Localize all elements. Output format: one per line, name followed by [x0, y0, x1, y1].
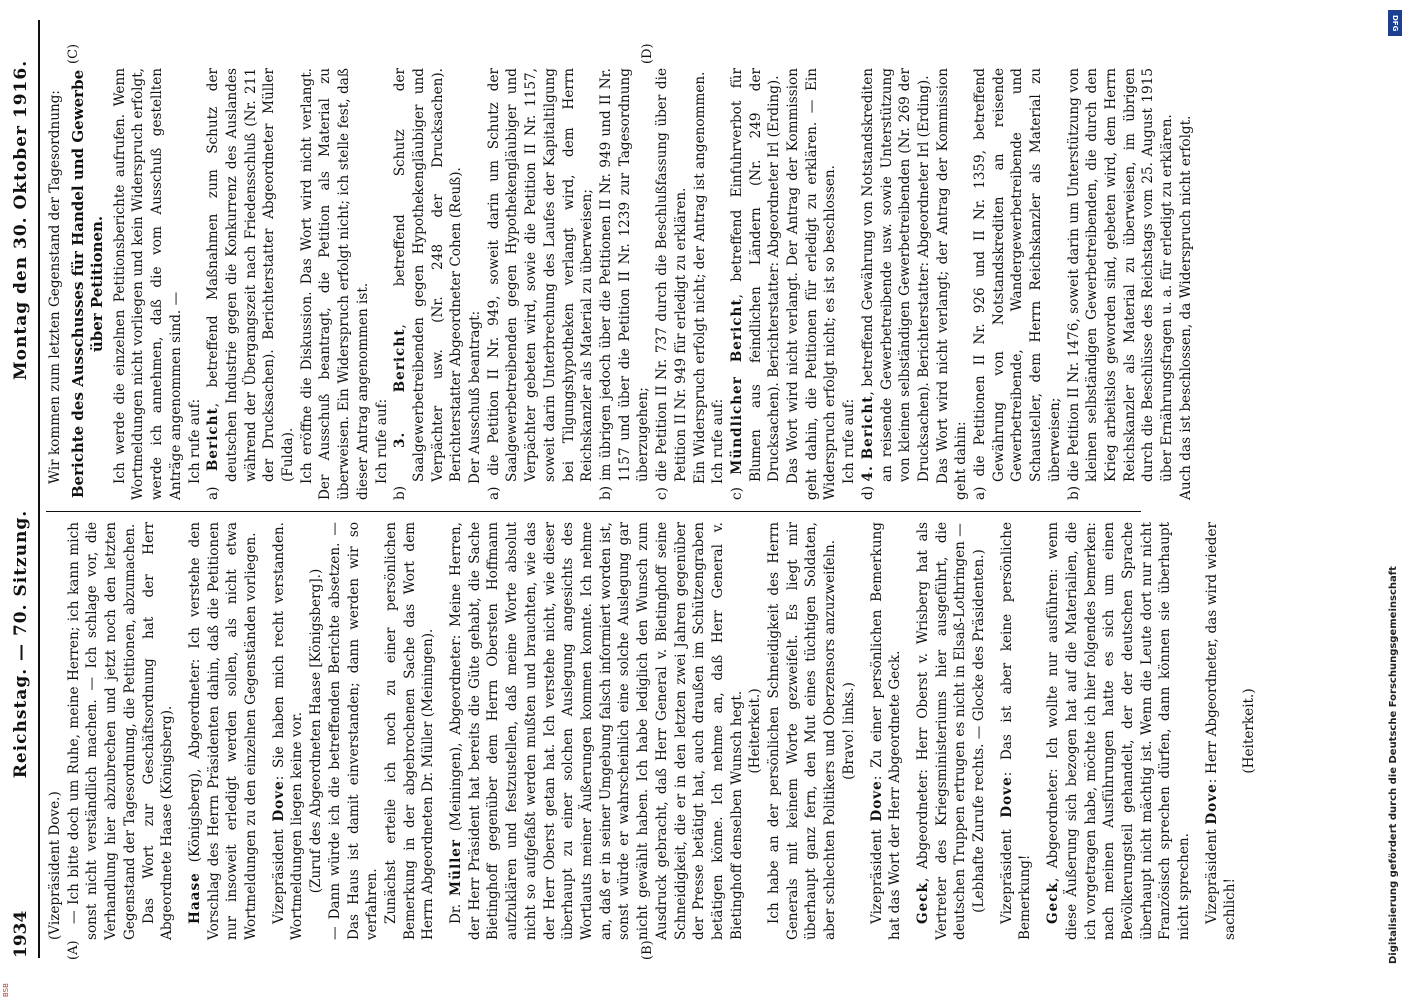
- right-column: [46, 67, 1194, 500]
- agenda-item-c: [728, 68, 784, 500]
- margin-marker-d: (D): [640, 43, 655, 64]
- agenda-item-b: [391, 68, 466, 500]
- speaker-name: Geck: [914, 882, 931, 924]
- paragraph: — Ich bitte doch um Ruhe, meine Herren; ich kann mich sonst nicht verständlich machen. — Ich schlage vor, die Verhandlung hier abzubrechen und jetzt noch den letzten Gegenstand der Tagesordnung, die Petitionen, abzumachen.: [65, 522, 138, 940]
- paragraph: Ich werde die einzelnen Petitionsberichte aufrufen. Wenn Wortmeldungen nicht vorliegen und kein Widerspruch erfolgt, werde ich annehmen, daß die vom Ausschuß gestellten Anträge angenommen sind. —: [111, 68, 184, 500]
- speech-geck: [1044, 522, 1194, 940]
- library-stamp: BSB: [2, 983, 10, 997]
- speech-text: : Das ist aber keine persönliche Bemerkung!: [998, 521, 1034, 940]
- item-letter: c): [728, 474, 745, 500]
- speech-text: (Meiningen), Abgeordneter: Meine Herren, der Herr Präsident hat bereits die Güte gehabt, die Sache Bietinghoff gegenüber dem Herrn Obersten Hoffmann aufzuklären und festzustellen, daß meine Worte absolut nicht so aufgefaßt werden mußten und brauchten, wie das der Herr Oberst getan hat. Ich verstehe nicht, wie dieser überhaupt zu einer solchen Auslegung angesichts des Wortlauts meiner Äußerungen kommen konnte. Ich nehme an, daß er in seiner Umgebung falsch informiert worden ist, sonst würde er wahrscheinlich eine solche Auslegung gar nicht gewählt haben. Ich habe lediglich den Wunsch zum Ausdruck gebracht, daß Herr General v. Bietinghoff seine Schneidigkeit, die er in den letzten zwei Jahren gegenüber der Presse betätigt hat, auch draußen im Schützengraben betätigen könne. Ich nehme an, daß Herr General v. Bietinghoff denselben Wunsch hegt.: [448, 521, 745, 940]
- item-text: , betreffend Maßnahmen zum Schutz der deutschen Industrie gegen die Konkurrenz des Auslandes während der Übergangszeit nach Friedensschluß (Nr. 211 der Drucksachen). Berichterstatter Abgeordneter Müller (Fulda).: [205, 67, 297, 482]
- speech-geck: [914, 522, 970, 940]
- speaker-name: Dove: [270, 780, 287, 822]
- paragraph: Zunächst erteile ich noch zu einer persönlichen Bemerkung in der abgebrochenen Sache das Wort dem Herrn Abgeordneten Dr. Müller (Meiningen).: [382, 522, 437, 940]
- paragraph: Ich eröffne die Diskussion. Das Wort wird nicht verlangt. Der Ausschuß beantragt, die Petition als Material zu überweisen. Ein Widerspruch erfolgt nicht; ich stelle fest, daß dieser Antrag angenommen ist.: [298, 68, 371, 500]
- item-title: Mündlicher Bericht: [728, 298, 745, 475]
- speech-text: , Abgeordneter: Ich wollte nur ausführen: wenn diese Äußerung sich bezogen hat auf die Materialien, die ich vorgetragen habe, möchte ich hier folgendes bemerken: nach meinen Ausführungen hatte es sich um einen Bevölkerungsteil gehandelt, der der deutschen Sprache überhaupt nicht mächtig ist. Wenn die Leute dort nur nicht Französisch sprechen dürfen, dann können sie überhaupt nicht sprechen.: [1045, 522, 1193, 940]
- item-letter: a): [205, 471, 222, 500]
- motion-item: b) die Petition II Nr. 1476, soweit darin um Unterstützung von kleinen selbständigen Gewerbetreibenden, die durch den Krieg arbeitslos geworden sind, gebeten wird, dem Herrn Reichskanzler als Material zu überweisen, im übrigen durch die Beschlüsse des Reichstags vom 25. August 1915 über Ernährungsfragen u. a. für erledigt zu erklären.: [1065, 68, 1176, 500]
- paragraph: Wir kommen zum letzten Gegenstand der Tagesordnung:: [47, 89, 63, 484]
- paragraph: Das Wort wird nicht verlangt; der Antrag der Kommission geht dahin:: [934, 68, 970, 500]
- motion-item: c) die Petition II Nr. 737 durch die Beschlußfassung über die Petition II Nr. 949 für erledigt zu erklären.: [654, 68, 689, 500]
- motion-item: a) die Petition II Nr. 949, soweit darin um Schutz der Saalgewerbetreibenden gegen Hypothekengläubiger und Verpächter gebeten wird, sowie die Petition II Nr. 1157, soweit darin Unterbrechung des Laufes der Kapitaltilgung bei Tilgungshypotheken verlangt wird, dem Herrn Reichskanzler als Material zu überweisen;: [485, 68, 596, 500]
- item-letter: b): [392, 448, 409, 500]
- item-letter: d): [859, 481, 876, 500]
- interjection: (Bravo! links.): [840, 682, 857, 780]
- motion-item: b) im übrigen jedoch über die Petitionen II Nr. 949 und II Nr. 1157 und über die Petition II Nr. 1239 zur Tagesordnung überzugehen;: [597, 68, 652, 500]
- paragraph: Das Wort zur Geschäftsordnung hat der Herr Abgeordnete Haase (Königsberg).: [140, 522, 176, 940]
- left-column: [46, 521, 1258, 940]
- item-title: 4. Bericht: [859, 395, 876, 482]
- speaker-title: Vizepräsident: [868, 821, 885, 924]
- speaker-title: Vizepräsident: [998, 817, 1015, 924]
- paragraph: Das Wort wird nicht verlangt. Der Antrag der Kommission geht dahin, die Petitionen für erledigt zu erklären. — Ein Widerspruch erfolgt nicht; es ist so beschlossen.: [785, 68, 839, 500]
- speaker-note: (Vizepräsident Dove.): [47, 791, 63, 940]
- speaker-name: Haase: [186, 872, 203, 924]
- interjection: (Zuruf des Abgeordneten Haase [Königsberg].): [308, 568, 325, 894]
- item-text: , betreffend Gewährung von Notstandskrediten an reisende Gewerbetreibende usw. sowie Unterstützung von kleinen selbständigen Gewerbetreibenden (Nr. 269 der Drucksachen). Berichterstatter: Abgeordneter Irl (Erding).: [859, 67, 932, 482]
- speech-haase: [186, 522, 261, 940]
- speaker-title: Dr.: [448, 895, 465, 924]
- dfg-logo: DFG: [1388, 10, 1402, 36]
- paragraph: Ich rufe auf:: [710, 398, 727, 484]
- interjection: (Heiterkeit.): [1241, 688, 1258, 774]
- speech-dove: [270, 522, 307, 940]
- speech-text: : Sie haben mich recht verstanden. Wortmeldungen liegen keine vor.: [270, 522, 306, 940]
- funding-notice: Digitalisierung gefördert durch die Deutsche Forschungsgemeinschaft: [1388, 566, 1399, 964]
- header-rule: [38, 20, 40, 958]
- speech-dove: [868, 522, 905, 940]
- speech-mueller: [447, 522, 746, 940]
- margin-marker-a: (A): [66, 940, 81, 960]
- paragraph: Ich rufe auf:: [186, 398, 203, 484]
- item-text: , betreffend Schutz der Saalgewerbetreibenden gegen Hypothekengläubiger und Verpächter usw. (Nr. 248 der Drucksachen). Berichterstatter Abgeordneter Cohen (Reuß).: [392, 68, 465, 482]
- speaker-title: Vizepräsident: [270, 821, 287, 924]
- paragraph: Ich rufe auf:: [373, 398, 390, 484]
- header-date: Montag den 30. Oktober 1916.: [11, 59, 31, 381]
- motion-item: a) die Petitionen II Nr. 926 und II Nr. 1359, betreffend Gewährung von Notstandskrediten an reisende Gewerbetreibende, Wandergewerbetreibende und Schausteller, dem Herrn Reichskanzler als Material zu überweisen;: [972, 68, 1063, 500]
- paragraph: Ein Widerspruch erfolgt nicht; der Antrag ist angenommen.: [691, 71, 708, 484]
- header-session: Reichstag. — 70. Sitzung.: [11, 509, 31, 779]
- speech-text: (Königsberg), Abgeordneter: Ich verstehe den Vorschlag des Herrn Präsidenten dahin, daß die Petitionen nur insoweit erledigt werden sollen, als nicht etwa Wortmeldungen zu den einzelnen Gegenständen vorliegen.: [186, 522, 260, 940]
- speech-text: , Abgeordneter: Herr Oberst v. Wrisberg hat als Vertreter des Kriegsministeriums hier ausgeführt, die deutschen Truppen ertrugen es nicht in Elsaß-Lothringen —: [914, 522, 969, 940]
- paragraph: Ich rufe auf:: [841, 398, 858, 484]
- page-number: 1934: [11, 910, 31, 958]
- column-divider: [46, 511, 1141, 512]
- speaker-title: Vizepräsident: [1203, 824, 1220, 924]
- margin-marker-c: (C): [66, 43, 81, 64]
- interjection: (Heiterkeit.): [747, 688, 764, 774]
- page-header: [6, 20, 36, 958]
- item-text: , betreffend Einfuhrverbot für Blumen aus feindlichen Ländern (Nr. 249 der Drucksachen). Berichterstatter: Abgeordneter Irl (Erding).: [728, 68, 783, 482]
- speech-dove: [998, 522, 1035, 940]
- digitization-sidebar: [1388, 10, 1402, 990]
- agenda-item-d: [859, 68, 934, 500]
- speaker-name: Geck: [1045, 882, 1062, 924]
- section-heading: Berichte des Ausschusses für Handel und Gewerbe über Petitionen.: [68, 69, 106, 499]
- paragraph: Ich habe an der persönlichen Schneidigkeit des Herrn Generals mit keinem Worte gezweifelt. Es liegt mir überhaupt ganz fern, den Mut eines tüchtigen Soldaten, aber schlechten Politikers und Oberzensors anzuzweifeln.: [766, 522, 839, 940]
- item-title: Bericht: [205, 407, 222, 472]
- speaker-name: Müller: [448, 838, 465, 896]
- paragraph: Der Ausschuß beantragt:: [467, 310, 484, 484]
- speech-text: : Herr Abgeordneter, das wird wieder sachlich!: [1203, 522, 1239, 940]
- speech-dove: [1203, 522, 1240, 940]
- agenda-item-a: [204, 68, 298, 500]
- speaker-name: Dove: [1203, 783, 1220, 825]
- speech-text: : Zu einer persönlichen Bemerkung hat das Wort der Herr Abgeordnete Geck.: [868, 522, 904, 940]
- paragraph: Auch das ist beschlossen, da Widerspruch nicht erfolgt.: [1177, 115, 1194, 500]
- item-title: 3. Bericht: [392, 328, 409, 448]
- speaker-name: Dove: [998, 776, 1015, 818]
- speaker-name: Dove: [868, 780, 885, 822]
- paragraph: — Dann würde ich die betreffenden Berichte absetzen. — Das Haus ist damit einverstanden; dann werden wir so verfahren.: [326, 522, 381, 940]
- margin-marker-b: (B): [640, 940, 655, 960]
- interjection: (Lebhafte Zurufe rechts. — Glocke des Präsidenten.): [971, 549, 988, 913]
